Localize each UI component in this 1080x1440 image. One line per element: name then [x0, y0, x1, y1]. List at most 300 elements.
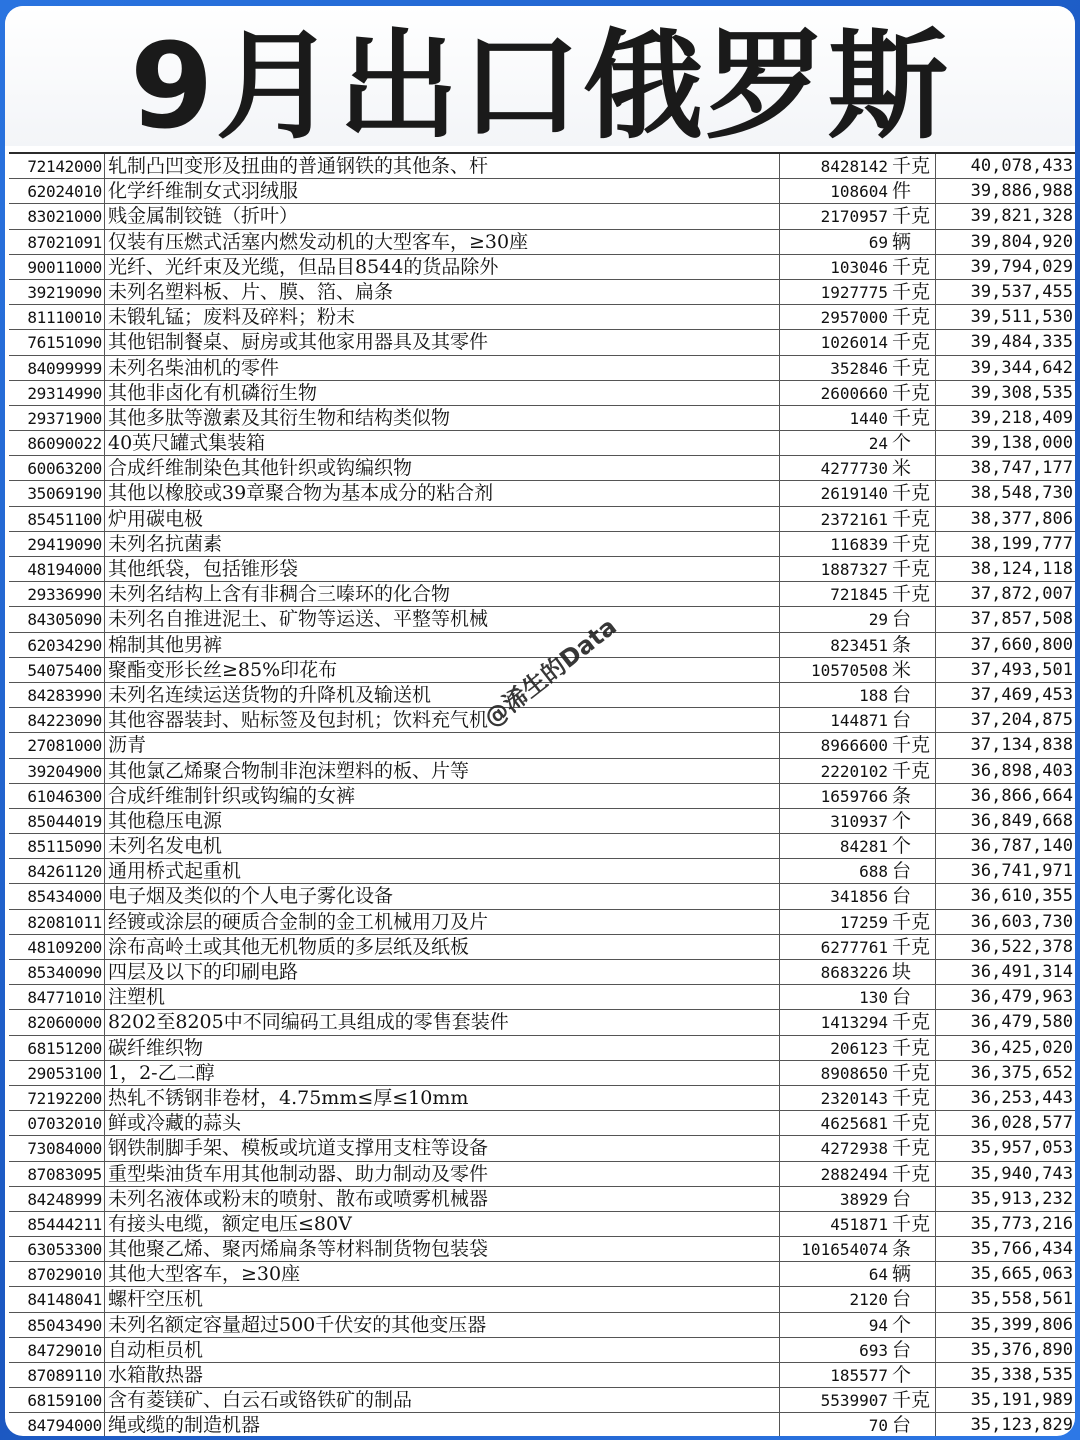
value-cell: 35,940,743 [970, 1163, 1073, 1184]
product-name-cell: 化学纤维制女式羽绒服 [105, 179, 780, 203]
table-row [9, 607, 1075, 632]
value-cell: 39,344,642 [970, 357, 1073, 378]
unit-cell: 米 [890, 456, 936, 480]
table-row [9, 910, 1075, 935]
quantity-cell: 352846 [830, 358, 888, 378]
hs-code-cell: 68151200 [9, 1036, 105, 1060]
hs-code-cell: 84248999 [9, 1187, 105, 1211]
quantity-cell: 29 [868, 610, 888, 630]
unit-cell: 千克 [890, 481, 936, 505]
unit-cell: 千克 [890, 532, 936, 556]
unit-cell: 千克 [890, 154, 936, 178]
quantity-cell: 2619140 [820, 484, 888, 504]
unit-cell: 千克 [890, 1010, 936, 1034]
unit-cell: 台 [890, 1287, 936, 1311]
value-cell: 36,741,971 [970, 861, 1073, 882]
value-cell: 38,548,730 [970, 483, 1073, 504]
table-row [9, 759, 1075, 784]
table-row [9, 1363, 1075, 1388]
hs-code-cell: 84223090 [9, 708, 105, 732]
quantity-cell: 2957000 [820, 308, 888, 328]
quantity-cell: 8908650 [820, 1063, 888, 1083]
product-name-cell: 其他铝制餐桌、厨房或其他家用器具及其零件 [105, 330, 780, 354]
hs-code-cell: 07032010 [9, 1111, 105, 1135]
hs-code-cell: 84261120 [9, 859, 105, 883]
unit-cell: 千克 [890, 507, 936, 531]
table-row [9, 1388, 1075, 1413]
unit-cell: 个 [890, 1363, 936, 1387]
hs-code-cell: 68159100 [9, 1388, 105, 1412]
value-cell: 35,773,216 [970, 1213, 1073, 1234]
hs-code-cell: 29053100 [9, 1061, 105, 1085]
table-row [9, 381, 1075, 406]
value-cell: 36,253,443 [970, 1087, 1073, 1108]
product-name-cell: 其他多肽等激素及其衍生物和结构类似物 [105, 406, 780, 430]
product-name-cell: 其他以橡胶或39章聚合物为基本成分的粘合剂 [105, 481, 780, 505]
table-row [9, 1413, 1075, 1436]
table-row [9, 1262, 1075, 1287]
quantity-cell: 108604 [830, 182, 888, 202]
product-name-cell: 碳纤维织物 [105, 1036, 780, 1060]
table-row [9, 1111, 1075, 1136]
unit-cell: 台 [890, 1187, 936, 1211]
value-cell: 36,522,378 [970, 936, 1073, 957]
hs-code-cell: 90011000 [9, 255, 105, 279]
product-name-cell: 有接头电缆，额定电压≤80V [105, 1212, 780, 1236]
hs-code-cell: 29314990 [9, 381, 105, 405]
quantity-cell: 2372161 [820, 509, 888, 529]
hs-code-cell: 85434000 [9, 884, 105, 908]
quantity-cell: 4277730 [820, 459, 888, 479]
table-row [9, 406, 1075, 431]
value-cell: 35,376,890 [970, 1339, 1073, 1360]
product-name-cell: 未列名塑料板、片、膜、箔、扁条 [105, 280, 780, 304]
value-cell: 36,787,140 [970, 836, 1073, 857]
hs-code-cell: 87021091 [9, 230, 105, 254]
table-row [9, 255, 1075, 280]
table-row [9, 708, 1075, 733]
value-cell: 38,199,777 [970, 533, 1073, 554]
table-row [9, 1162, 1075, 1187]
product-name-cell: 绳或缆的制造机器 [105, 1413, 780, 1436]
unit-cell: 千克 [890, 910, 936, 934]
table-row [9, 280, 1075, 305]
value-cell: 36,491,314 [970, 962, 1073, 982]
unit-cell: 条 [890, 784, 936, 808]
product-name-cell: 未列名发电机 [105, 834, 780, 858]
quantity-cell: 1026014 [820, 333, 888, 353]
value-cell: 37,493,501 [970, 659, 1073, 680]
unit-cell: 个 [890, 431, 936, 455]
product-name-cell: 其他纸袋，包括锥形袋 [105, 557, 780, 581]
table-row [9, 154, 1075, 179]
quantity-cell: 8966600 [820, 736, 888, 756]
hs-code-cell: 87029010 [9, 1262, 105, 1286]
quantity-cell: 2220102 [820, 761, 888, 781]
unit-cell: 千克 [890, 1111, 936, 1135]
hs-code-cell: 84794000 [9, 1413, 105, 1436]
quantity-cell: 4625681 [820, 1114, 888, 1134]
unit-cell: 辆 [890, 1262, 936, 1286]
quantity-cell: 10570508 [810, 660, 888, 680]
hs-code-cell: 85044019 [9, 809, 105, 833]
quantity-cell: 5539907 [820, 1391, 888, 1411]
watermark: @浠生的Data [478, 612, 622, 733]
quantity-cell: 823451 [830, 635, 888, 655]
value-cell: 36,479,963 [970, 987, 1073, 1008]
quantity-cell: 130 [859, 988, 888, 1008]
table-row [9, 1061, 1075, 1086]
unit-cell: 千克 [890, 255, 936, 279]
hs-code-cell: 84729010 [9, 1338, 105, 1362]
unit-cell: 千克 [890, 935, 936, 959]
value-cell: 36,479,580 [970, 1012, 1073, 1033]
value-cell: 39,511,530 [970, 307, 1073, 328]
hs-code-cell: 62024010 [9, 179, 105, 203]
product-name-cell: 钢铁制脚手架、模板或坑道支撑用支柱等设备 [105, 1136, 780, 1160]
table-row [9, 884, 1075, 909]
unit-cell: 个 [890, 809, 936, 833]
hs-code-cell: 84283990 [9, 683, 105, 707]
quantity-cell: 2170957 [820, 207, 888, 227]
hs-code-cell: 84771010 [9, 985, 105, 1009]
quantity-cell: 94 [868, 1315, 888, 1335]
value-cell: 36,603,730 [970, 911, 1073, 932]
quantity-cell: 206123 [830, 1038, 888, 1058]
table-row [9, 784, 1075, 809]
unit-cell: 千克 [890, 406, 936, 430]
unit-cell: 个 [890, 834, 936, 858]
product-name-cell: 1，2-乙二醇 [105, 1061, 780, 1085]
unit-cell: 台 [890, 884, 936, 908]
product-name-cell: 轧制凸凹变形及扭曲的普通钢铁的其他条、杆 [105, 154, 780, 178]
page-title: 9月出口俄罗斯 [5, 6, 1075, 146]
quantity-cell: 188 [859, 685, 888, 705]
quantity-cell: 451871 [830, 1214, 888, 1234]
hs-code-cell: 73084000 [9, 1136, 105, 1160]
product-name-cell: 水箱散热器 [105, 1363, 780, 1387]
table-row [9, 733, 1075, 758]
product-name-cell: 聚酯变形长丝≥85%印花布 [105, 658, 780, 682]
unit-cell: 千克 [890, 1162, 936, 1186]
product-name-cell: 合成纤维制针织或钩编的女裤 [105, 784, 780, 808]
unit-cell: 台 [890, 859, 936, 883]
value-cell: 38,747,177 [970, 458, 1073, 479]
quantity-cell: 64 [868, 1265, 888, 1285]
product-name-cell: 其他稳压电源 [105, 809, 780, 833]
table-row [9, 330, 1075, 355]
value-cell: 35,766,434 [970, 1239, 1073, 1260]
table-row [9, 834, 1075, 859]
quantity-cell: 6277761 [820, 937, 888, 957]
unit-cell: 台 [890, 1413, 936, 1436]
quantity-cell: 69 [868, 232, 888, 252]
table-row [9, 859, 1075, 884]
hs-code-cell: 86090022 [9, 431, 105, 455]
hs-code-cell: 63053300 [9, 1237, 105, 1261]
table-row [9, 532, 1075, 557]
product-name-cell: 8202至8205中不同编码工具组成的零售套装件 [105, 1010, 780, 1034]
value-cell: 36,028,577 [970, 1113, 1073, 1134]
hs-code-cell: 29336990 [9, 582, 105, 606]
quantity-cell: 103046 [830, 257, 888, 277]
unit-cell: 千克 [890, 356, 936, 380]
export-table [9, 152, 1075, 1436]
quantity-cell: 1927775 [820, 282, 888, 302]
product-name-cell: 未锻轧锰；废料及碎料；粉末 [105, 305, 780, 329]
hs-code-cell: 85340090 [9, 960, 105, 984]
value-cell: 37,204,875 [970, 710, 1073, 731]
hs-code-cell: 87083095 [9, 1162, 105, 1186]
unit-cell: 千克 [890, 280, 936, 304]
hs-code-cell: 48109200 [9, 935, 105, 959]
hs-code-cell: 62034290 [9, 633, 105, 657]
table-row [9, 1212, 1075, 1237]
value-cell: 39,886,988 [970, 181, 1073, 202]
table-row [9, 1313, 1075, 1338]
table-row [9, 456, 1075, 481]
unit-cell: 辆 [890, 230, 936, 254]
product-name-cell: 自动柜员机 [105, 1338, 780, 1362]
hs-code-cell: 85444211 [9, 1212, 105, 1236]
unit-cell: 台 [890, 607, 936, 631]
quantity-cell: 2882494 [820, 1164, 888, 1184]
product-name-cell: 螺杆空压机 [105, 1287, 780, 1311]
table-row [9, 431, 1075, 456]
unit-cell: 条 [890, 1237, 936, 1261]
table-row [9, 230, 1075, 255]
product-name-cell: 未列名液体或粉末的喷射、散布或喷雾机械器 [105, 1187, 780, 1211]
quantity-cell: 70 [868, 1416, 888, 1436]
table-row [9, 809, 1075, 834]
value-cell: 39,537,455 [970, 281, 1073, 302]
product-name-cell: 沥青 [105, 733, 780, 757]
product-name-cell: 未列名结构上含有非稠合三嗪环的化合物 [105, 582, 780, 606]
hs-code-cell: 39204900 [9, 759, 105, 783]
product-name-cell: 未列名柴油机的零件 [105, 356, 780, 380]
value-cell: 35,123,829 [970, 1415, 1073, 1436]
unit-cell: 个 [890, 1313, 936, 1337]
hs-code-cell: 29419090 [9, 532, 105, 556]
quantity-cell: 4272938 [820, 1139, 888, 1159]
value-cell: 36,849,668 [970, 810, 1073, 831]
quantity-cell: 8683226 [820, 963, 888, 982]
value-cell: 35,338,535 [970, 1365, 1073, 1385]
product-name-cell: 经镀或涂层的硬质合金制的金工机械用刀及片 [105, 910, 780, 934]
table-row [9, 1036, 1075, 1061]
value-cell: 40,078,433 [970, 156, 1073, 176]
quantity-cell: 17259 [839, 912, 888, 932]
table-row [9, 356, 1075, 381]
product-name-cell: 未列名抗菌素 [105, 532, 780, 556]
quantity-cell: 38929 [839, 1189, 888, 1209]
hs-code-cell: 83021000 [9, 204, 105, 228]
product-name-cell: 棉制其他男裤 [105, 633, 780, 657]
hs-code-cell: 84099999 [9, 356, 105, 380]
quantity-cell: 2320143 [820, 1088, 888, 1108]
value-cell: 36,425,020 [970, 1037, 1073, 1058]
hs-code-cell: 85115090 [9, 834, 105, 858]
value-cell: 37,872,007 [970, 584, 1073, 605]
unit-cell: 千克 [890, 204, 936, 228]
value-cell: 35,191,989 [970, 1390, 1073, 1411]
hs-code-cell: 72142000 [9, 154, 105, 178]
value-cell: 35,913,232 [970, 1188, 1073, 1209]
hs-code-cell: 48194000 [9, 557, 105, 581]
quantity-cell: 185577 [830, 1366, 888, 1385]
unit-cell: 千克 [890, 1388, 936, 1412]
hs-code-cell: 29371900 [9, 406, 105, 430]
value-cell: 38,377,806 [970, 508, 1073, 529]
quantity-cell: 341856 [830, 887, 888, 907]
hs-code-cell: 61046300 [9, 784, 105, 808]
unit-cell: 千克 [890, 305, 936, 329]
unit-cell: 千克 [890, 381, 936, 405]
hs-code-cell: 87089110 [9, 1363, 105, 1387]
hs-code-cell: 85451100 [9, 507, 105, 531]
product-name-cell: 含有菱镁矿、白云石或铬铁矿的制品 [105, 1388, 780, 1412]
quantity-cell: 8428142 [820, 157, 888, 176]
unit-cell: 台 [890, 985, 936, 1009]
table-row [9, 1237, 1075, 1262]
unit-cell: 米 [890, 658, 936, 682]
product-name-cell: 四层及以下的印刷电路 [105, 960, 780, 984]
product-name-cell: 未列名额定容量超过500千伏安的其他变压器 [105, 1313, 780, 1337]
hs-code-cell: 27081000 [9, 733, 105, 757]
unit-cell: 千克 [890, 759, 936, 783]
table-row [9, 204, 1075, 229]
product-name-cell: 通用桥式起重机 [105, 859, 780, 883]
hs-code-cell: 39219090 [9, 280, 105, 304]
quantity-cell: 310937 [830, 811, 888, 831]
value-cell: 39,804,920 [970, 231, 1073, 252]
value-cell: 38,124,118 [970, 559, 1073, 579]
table-row [9, 960, 1075, 985]
hs-code-cell: 82081011 [9, 910, 105, 934]
table-row [9, 1010, 1075, 1035]
content-card [5, 6, 1075, 1436]
unit-cell: 千克 [890, 1212, 936, 1236]
product-name-cell: 光纤、光纤束及光缆，但品目8544的货品除外 [105, 255, 780, 279]
value-cell: 37,857,508 [970, 609, 1073, 630]
product-name-cell: 注塑机 [105, 985, 780, 1009]
hs-code-cell: 60063200 [9, 456, 105, 480]
table-row [9, 935, 1075, 960]
quantity-cell: 1413294 [820, 1013, 888, 1033]
value-cell: 37,660,800 [970, 634, 1073, 655]
hs-code-cell: 76151090 [9, 330, 105, 354]
product-name-cell: 炉用碳电极 [105, 507, 780, 531]
table-row [9, 1086, 1075, 1111]
hs-code-cell: 85043490 [9, 1313, 105, 1337]
hs-code-cell: 72192200 [9, 1086, 105, 1110]
hs-code-cell: 84148041 [9, 1287, 105, 1311]
value-cell: 36,610,355 [970, 886, 1073, 907]
value-cell: 39,138,000 [970, 433, 1073, 454]
table-row [9, 557, 1075, 582]
table-row [9, 985, 1075, 1010]
unit-cell: 千克 [890, 733, 936, 757]
table-row [9, 305, 1075, 330]
unit-cell: 千克 [890, 1136, 936, 1160]
hs-code-cell: 82060000 [9, 1010, 105, 1034]
table-row [9, 1187, 1075, 1212]
product-name-cell: 40英尺罐式集装箱 [105, 431, 780, 455]
product-name-cell: 鲜或冷藏的蒜头 [105, 1111, 780, 1135]
quantity-cell: 721845 [830, 585, 888, 605]
quantity-cell: 1887327 [820, 560, 888, 579]
product-name-cell: 仅装有压燃式活塞内燃发动机的大型客车，≥30座 [105, 230, 780, 254]
hs-code-cell: 84305090 [9, 607, 105, 631]
product-name-cell: 未列名自推进泥土、矿物等运送、平整等机械 [105, 607, 780, 631]
value-cell: 39,794,029 [970, 256, 1073, 277]
value-cell: 39,308,535 [970, 382, 1073, 403]
unit-cell: 台 [890, 683, 936, 707]
product-name-cell: 涂布高岭土或其他无机物质的多层纸及纸板 [105, 935, 780, 959]
product-name-cell: 重型柴油货车用其他制动器、助力制动及零件 [105, 1162, 780, 1186]
product-name-cell: 其他聚乙烯、聚丙烯扁条等材料制货物包装袋 [105, 1237, 780, 1261]
quantity-cell: 2120 [849, 1290, 888, 1310]
value-cell: 36,866,664 [970, 785, 1073, 806]
unit-cell: 千克 [890, 330, 936, 354]
table-row [9, 1338, 1075, 1363]
unit-cell: 台 [890, 1338, 936, 1362]
value-cell: 35,558,561 [970, 1289, 1073, 1310]
hs-code-cell: 81110010 [9, 305, 105, 329]
value-cell: 36,898,403 [970, 760, 1073, 781]
unit-cell: 千克 [890, 1036, 936, 1060]
unit-cell: 千克 [890, 557, 936, 581]
unit-cell: 条 [890, 633, 936, 657]
value-cell: 39,484,335 [970, 332, 1073, 353]
hs-code-cell: 54075400 [9, 658, 105, 682]
unit-cell: 千克 [890, 1086, 936, 1110]
unit-cell: 千克 [890, 1061, 936, 1085]
quantity-cell: 101654074 [801, 1240, 888, 1260]
product-name-cell: 未列名连续运送货物的升降机及输送机 [105, 683, 780, 707]
product-name-cell: 其他非卤化有机磷衍生物 [105, 381, 780, 405]
quantity-cell: 2600660 [820, 383, 888, 403]
table-row [9, 1136, 1075, 1161]
value-cell: 36,375,652 [970, 1062, 1073, 1083]
table-row [9, 1287, 1075, 1312]
table-row [9, 507, 1075, 532]
product-name-cell: 合成纤维制染色其他针织或钩编织物 [105, 456, 780, 480]
value-cell: 39,218,409 [970, 407, 1073, 428]
quantity-cell: 144871 [830, 711, 888, 731]
table-row [9, 179, 1075, 204]
product-name-cell: 其他容器装封、贴标签及包封机；饮料充气机 [105, 708, 780, 732]
product-name-cell: 热轧不锈钢非卷材，4.75mm≤厚≤10mm [105, 1086, 780, 1110]
value-cell: 39,821,328 [970, 206, 1073, 227]
quantity-cell: 84281 [839, 837, 888, 857]
table-row [9, 481, 1075, 506]
quantity-cell: 1440 [849, 408, 888, 428]
unit-cell: 千克 [890, 582, 936, 606]
unit-cell: 台 [890, 708, 936, 732]
value-cell: 35,399,806 [970, 1314, 1073, 1335]
unit-cell: 件 [890, 179, 936, 203]
product-name-cell: 电子烟及类似的个人电子雾化设备 [105, 884, 780, 908]
hs-code-cell: 35069190 [9, 481, 105, 505]
quantity-cell: 688 [859, 862, 888, 882]
quantity-cell: 116839 [830, 534, 888, 554]
product-name-cell: 其他氯乙烯聚合物制非泡沫塑料的板、片等 [105, 759, 780, 783]
value-cell: 35,957,053 [970, 1138, 1073, 1159]
value-cell: 37,134,838 [970, 735, 1073, 756]
value-cell: 37,469,453 [970, 684, 1073, 705]
value-cell: 35,665,063 [970, 1264, 1073, 1285]
